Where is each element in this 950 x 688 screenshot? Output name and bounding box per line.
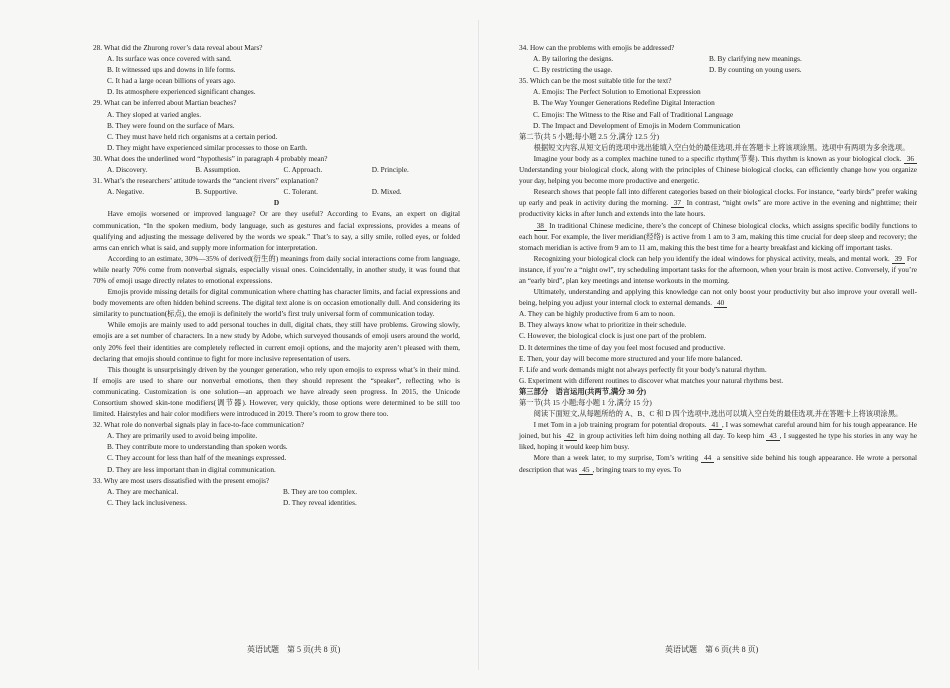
question-32 — [93, 419, 460, 474]
paragraph-text: Understanding your biological clock, along with the principles of Chinese biological clocks, can efficiently change how you organize your day, helping you become more productive and energetic. — [519, 165, 917, 186]
paragraph: This thought is unsurprisingly driven by the younger generation, who rely upon emojis to express what’s in their mind. If emojis are used to share our nonverbal emotions, then they should represent the “speaker”, reflecting who is communicating. Customization is one solution—an approach we have already seen progress. In 2015, the Unicode Consortium showed skin-tone modifiers(调节器). However, very quickly, those options were determined to be still too limited. Hairstyles and hair color modifiers were introduced in 2019. There’s room to grow there too. — [93, 364, 460, 419]
blank-42: 42 — [564, 431, 577, 441]
paragraph — [519, 186, 917, 219]
paragraph-text: In contrast, “night owls” are more active in the evening and nighttime; their productivity kicks in after lunch and extends into the late hours. — [519, 198, 918, 219]
choice: E. Then, your day will become more structured and your life more balanced. — [519, 353, 743, 363]
question-stem: 35. Which can be the most suitable title for the text? — [519, 76, 672, 86]
paragraph-text: , bringing tears to my eyes. To — [592, 464, 682, 474]
paragraph-text: Research shows that people fall into different categories based on their biological clocks. For instance, “early birds” prefer waking up early and peak in activity during the morning. — [519, 187, 917, 208]
option: A. Negative. — [107, 187, 145, 197]
option: A. Its surface was once covered with sand. — [107, 54, 232, 64]
option: B. Assumption. — [195, 165, 241, 175]
paragraph-text: More than a week later, to my surprise, Tom’s writing — [533, 453, 699, 463]
blank-38: 38 — [534, 221, 547, 231]
option: A. Discovery. — [107, 165, 148, 175]
paragraph-text: in group activities left him doing nothing all day. To keep him — [579, 431, 765, 441]
paragraph-text: For instance, if you’re a “night owl”, try scheduling important tasks for the afternoon, when your brain is most active. Conversely, if you’re an “early bird”, plan key meetings and intense workouts in the morning. — [519, 253, 918, 285]
question-28 — [93, 42, 460, 97]
choice-list — [519, 308, 917, 386]
option: D. By counting on young users. — [709, 65, 802, 75]
paragraph: While emojis are mainly used to add personal touches in dull, digital chats, they still have problems. Growing slowly, emojis are a set number of characters. In a new study by Adobe, which surveyed thousands of emoji users around the world, only 20% feel their identities are completely reflected in current emoji options, and the majority aren’t pleased with them, declaring that emojis should continue to fight for more inclusive representation of users. — [93, 320, 460, 363]
blank-44: 44 — [701, 453, 714, 463]
blank-40: 40 — [714, 298, 727, 308]
passage-d — [93, 208, 460, 419]
option: B. It witnessed ups and downs in life forms. — [107, 65, 236, 75]
paragraph-text: In traditional Chinese medicine, there’s the concept of Chinese biological clocks, which assigns specific bodily functions to each hour. For example, the liver meridian(经络) is active from 1 am to 3 am, making this time crucial for deep sleep and recovery; the stomach meridian is active from 9 am to 11 am, making this the best time for a hearty breakfast and kicking off important tasks. — [519, 220, 918, 252]
option: D. They are less important than in digital communication. — [107, 464, 276, 474]
question-30 — [93, 153, 460, 175]
paragraph-text: I met Tom in a job training program for potential dropouts. — [533, 420, 707, 430]
option: C. They lack inclusiveness. — [107, 497, 187, 507]
question-35 — [519, 75, 917, 130]
option: A. They are mechanical. — [107, 486, 179, 496]
option: B. They were found on the surface of Mars. — [107, 120, 235, 130]
option: D. They might have experienced similar processes to those on Earth. — [107, 142, 308, 152]
paragraph-text: Recognizing your biological clock can help you identify the ideal windows for physical activity, meals, and mental work. — [533, 253, 890, 263]
blank-37: 37 — [671, 198, 684, 208]
paragraph — [519, 220, 917, 253]
question-stem: 31. What’s the researchers’ attitude towards the “ancient rivers” explanation? — [93, 176, 319, 186]
blank-41: 41 — [709, 420, 722, 430]
option: A. Emojis: The Perfect Solution to Emotional Expression — [533, 87, 701, 97]
question-stem: 32. What role do nonverbal signals play in face-to-face communication? — [93, 420, 304, 430]
blank-39: 39 — [892, 254, 905, 264]
choice: C. However, the biological clock is just one part of the problem. — [519, 331, 707, 341]
section-heading: 第二节(共 5 小题;每小题 2.5 分,满分 12.5 分) — [519, 131, 660, 141]
option: C. By restricting the usage. — [533, 65, 613, 75]
part-heading: 第三部分 语言运用(共两节,满分 30 分) — [519, 386, 647, 396]
paragraph — [519, 153, 917, 186]
paragraph-text: , I suggested he type his stories in any way he liked, hoping it would keep him busy. — [519, 431, 918, 452]
option: B. Supportive. — [195, 187, 238, 197]
paragraph: According to an estimate, 30%—35% of derived(衍生的) meanings from daily social interactions come from language, while nearly 70% come from nonverbal signals, especially visual ones. Coincidentally, in another study, it was found that 70% of emoji usage directly relates to emotional expressions. — [93, 253, 460, 285]
paragraph-text: , I was somewhat careful around him for his tough appearance. He joined, but his — [519, 420, 918, 441]
blank-36: 36 — [904, 154, 917, 164]
instructions: 阅读下面短文,从每题所给的 A、B、C 和 D 四个选项中,选出可以填入空白处的最佳选项,并在答题卡上将该项涂黑。 — [533, 409, 903, 419]
option: C. They must have held rich organisms at a certain period. — [107, 131, 278, 141]
question-29 — [93, 97, 460, 152]
paragraph: Emojis provide missing details for digital communication where chatting has character limits, and facial expressions and body movements are often hidden behind screens. The digital text alone is on occasion emotionally dull. And considering its similarity to punctuation(标点), the emoji is definitely the world’s first truly universal form of communication today. — [93, 287, 460, 319]
choice: D. It determines the time of day you feel most focused and productive. — [519, 342, 726, 352]
paragraph: Have emojis worsened or improved language? Or are they useful? According to Evans, an expert on digital communication, “In the spoken medium, body language, such as gestures and facial expressions, provides a means of qualifying and adjusting the message delivered by the words we speak.” That’s to say, a silly smile, rolled eyes, or folded arms can enrich what is said, and supply more information for interpretation. — [93, 209, 460, 252]
blank-45: 45 — [579, 465, 592, 475]
blank-43: 43 — [766, 431, 779, 441]
option: D. Mixed. — [371, 187, 402, 197]
option: D. The Impact and Development of Emojis in Modern Communication — [533, 120, 741, 130]
question-31 — [93, 175, 460, 197]
paragraph-text: a sensitive side behind his tough appearance. He wrote a personal description that was — [519, 453, 917, 474]
choice: F. Life and work demands might not always perfectly fit your body’s natural rhythm. — [519, 364, 767, 374]
option: C. They account for less than half of the meanings expressed. — [107, 453, 287, 463]
option: B. They are too complex. — [283, 486, 358, 496]
question-stem: 30. What does the underlined word “hypothesis” in paragraph 4 probably mean? — [93, 153, 328, 163]
section-heading: 第一节(共 15 小题;每小题 1 分,满分 15 分) — [519, 398, 652, 407]
option: A. They are primarily used to avoid being impolite. — [107, 431, 258, 441]
option: A. They sloped at varied angles. — [107, 109, 202, 119]
question-stem: 29. What can be inferred about Martian beaches? — [93, 98, 237, 108]
question-33 — [93, 475, 460, 508]
passage-heading-d: D — [273, 198, 280, 208]
page-footer: 英语试题 第 5 页(共 8 页) — [247, 645, 341, 654]
option: B. The Way Younger Generations Redefine Digital Interaction — [533, 98, 715, 108]
paragraph — [519, 253, 917, 286]
option: C. It had a large ocean billions of years ago. — [107, 76, 236, 86]
option: A. By tailoring the designs. — [533, 54, 614, 64]
question-stem: 34. How can the problems with emojis be addressed? — [519, 43, 675, 52]
option: C. Approach. — [283, 165, 323, 175]
paragraph — [519, 419, 917, 452]
instructions: 根据短文内容,从短文后的选项中选出能填入空白处的最佳选项,并在答题卡上将该项涂黑。选项中有两项为多余选项。 — [533, 142, 910, 152]
choice: A. They can be highly productive from 6 am to noon. — [519, 309, 675, 319]
question-34 — [519, 42, 917, 75]
paragraph-text: Imagine your body as a complex machine tuned to a specific rhythm(节奏). This rhythm is known as your biological clock. — [533, 153, 902, 163]
option: C. Tolerant. — [283, 187, 318, 197]
exam-page-6 — [478, 0, 950, 688]
option: D. They reveal identities. — [283, 497, 357, 507]
paragraph-text: Ultimately, understanding and applying this knowledge can not only boost your productivity but also improve your overall well-being, helping you adjust your internal clock to external demands. — [519, 287, 917, 308]
option: B. They contribute more to understanding than spoken words. — [107, 442, 288, 452]
option: D. Its atmosphere experienced significant changes. — [107, 87, 256, 97]
choice: B. They always know what to prioritize in their schedule. — [519, 320, 687, 330]
question-stem: 33. Why are most users dissatisfied with the present emojis? — [93, 475, 270, 485]
question-stem: 28. What did the Zhurong rover’s data reveal about Mars? — [93, 43, 263, 52]
paragraph — [519, 286, 917, 308]
option: C. Emojis: The Witness to the Rise and Fall of Traditional Language — [533, 109, 734, 119]
choice: G. Experiment with different routines to discover what matches your natural rhythms best. — [519, 375, 784, 385]
page-footer: 英语试题 第 6 页(共 8 页) — [665, 645, 759, 654]
option: D. Principle. — [371, 165, 409, 175]
paragraph — [519, 452, 917, 474]
option: B. By clarifying new meanings. — [709, 54, 802, 64]
